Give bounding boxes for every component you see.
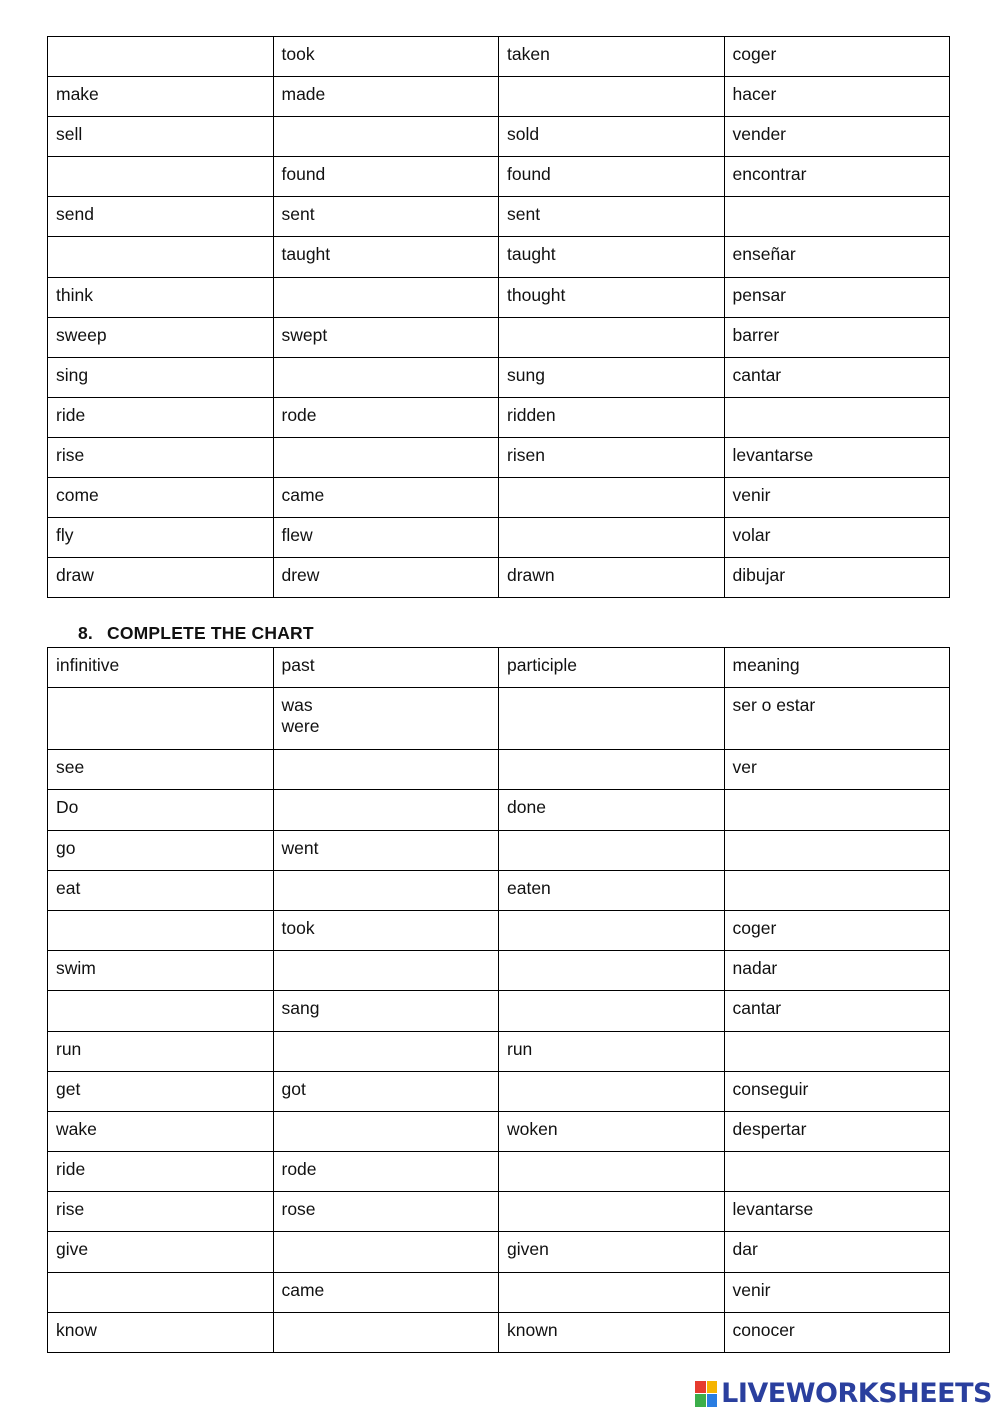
table-cell[interactable] [273,437,499,477]
table-cell[interactable] [273,870,499,910]
table-cell: ridden [499,397,725,437]
table-row [48,317,950,357]
table-cell[interactable] [48,991,274,1031]
table-cell: dibujar [724,558,950,598]
verb-table-top [47,36,950,598]
table-row [48,750,950,790]
logo-badge-square-4 [707,1394,718,1407]
table-row [48,991,950,1031]
table-cell[interactable] [499,830,725,870]
table-cell[interactable] [273,117,499,157]
table-row [48,1232,950,1272]
table-cell: give [48,1232,274,1272]
table-cell: made [273,77,499,117]
table-cell: ver [724,750,950,790]
table-cell: get [48,1071,274,1111]
table-row [48,277,950,317]
table-cell: sung [499,357,725,397]
table-cell: sing [48,357,274,397]
table-row [48,357,950,397]
table-row [48,197,950,237]
table-cell: dar [724,1232,950,1272]
table-cell: think [48,277,274,317]
table-cell[interactable] [273,750,499,790]
table-cell[interactable] [499,1152,725,1192]
table-cell: drew [273,558,499,598]
column-header: participle [499,648,725,688]
table-cell: draw [48,558,274,598]
table-cell: woken [499,1111,725,1151]
table-cell: flew [273,518,499,558]
table-cell[interactable] [499,951,725,991]
table-cell[interactable] [48,910,274,950]
table-cell[interactable] [273,1111,499,1151]
table-cell: fly [48,518,274,558]
table-cell: rode [273,1152,499,1192]
table-cell: barrer [724,317,950,357]
table-cell: taught [499,237,725,277]
table-row [48,157,950,197]
table-row [48,397,950,437]
table-cell: go [48,830,274,870]
table-cell[interactable] [273,1232,499,1272]
table-cell[interactable] [273,357,499,397]
table-cell: conseguir [724,1071,950,1111]
table-row [48,518,950,558]
table-cell[interactable] [499,750,725,790]
column-header: past [273,648,499,688]
table-cell: pensar [724,277,950,317]
table-cell: rose [273,1192,499,1232]
table-cell: eaten [499,870,725,910]
table-cell[interactable] [499,991,725,1031]
table-cell[interactable] [724,790,950,830]
table-cell: taught [273,237,499,277]
table-cell[interactable] [273,790,499,830]
logo-wordmark: LIVEWORKSHEETS [721,1378,992,1409]
table-cell: run [499,1031,725,1071]
complete-the-chart-table [47,647,950,1353]
header-row [48,648,950,688]
table-cell[interactable] [48,157,274,197]
table-cell[interactable] [499,1272,725,1312]
table-cell: drawn [499,558,725,598]
table-cell: nadar [724,951,950,991]
table-cell[interactable] [499,1192,725,1232]
table-row [48,558,950,598]
table-cell[interactable] [724,397,950,437]
table-cell: venir [724,1272,950,1312]
section-title: COMPLETE THE CHART [107,623,314,643]
table-row [48,77,950,117]
table-cell: swim [48,951,274,991]
table-row [48,1152,950,1192]
table-cell[interactable] [724,197,950,237]
table-cell: found [499,157,725,197]
table-cell: found [273,157,499,197]
table-cell[interactable] [724,1152,950,1192]
table-row [48,1192,950,1232]
section-number: 8. [78,623,93,643]
table-cell: encontrar [724,157,950,197]
column-header: meaning [724,648,950,688]
table-row [48,237,950,277]
logo-badge-icon [695,1381,717,1407]
table-cell[interactable] [724,870,950,910]
table-cell: send [48,197,274,237]
table-cell: levantarse [724,437,950,477]
table-cell: conocer [724,1312,950,1352]
table-cell: make [48,77,274,117]
table-cell: enseñar [724,237,950,277]
table-cell: swept [273,317,499,357]
logo-badge-square-1 [695,1381,706,1394]
table-row [48,688,950,750]
table-cell[interactable] [499,1071,725,1111]
table-row [48,951,950,991]
table-cell: sweep [48,317,274,357]
table-cell: run [48,1031,274,1071]
table-cell[interactable] [499,518,725,558]
table-row [48,117,950,157]
table-row [48,1272,950,1312]
table-row [48,1031,950,1071]
table-cell: sent [499,197,725,237]
table-cell: cantar [724,357,950,397]
table-row [48,1312,950,1352]
table-row [48,1071,950,1111]
table-cell[interactable] [499,910,725,950]
table-cell: venir [724,478,950,518]
table-cell: Do [48,790,274,830]
table-cell: done [499,790,725,830]
table-cell: took [273,910,499,950]
table-row [48,830,950,870]
table-row [48,478,950,518]
table-cell: volar [724,518,950,558]
table-row [48,437,950,477]
table-cell[interactable] [724,1031,950,1071]
table-row [48,1111,950,1151]
table-cell: cantar [724,991,950,1031]
table-cell[interactable] [273,951,499,991]
section-8-heading [78,623,314,644]
table-cell[interactable] [48,1272,274,1312]
table-cell: was were [273,688,499,750]
table-cell: taken [499,37,725,77]
table-cell: rode [273,397,499,437]
table-cell[interactable] [499,478,725,518]
table-cell[interactable] [273,1031,499,1071]
table-cell: come [48,478,274,518]
table-cell: rise [48,437,274,477]
table-cell[interactable] [499,317,725,357]
table-cell: see [48,750,274,790]
table-cell[interactable] [48,688,274,750]
table-cell[interactable] [48,37,274,77]
table-cell: came [273,1272,499,1312]
table-cell: coger [724,910,950,950]
table-cell: levantarse [724,1192,950,1232]
table-cell: got [273,1071,499,1111]
table-cell: ser o estar [724,688,950,750]
table-cell: coger [724,37,950,77]
table-cell: hacer [724,77,950,117]
table-cell[interactable] [48,237,274,277]
table-row [48,870,950,910]
liveworksheets-logo [695,1378,992,1409]
logo-badge-square-2 [707,1381,718,1394]
table-cell: sang [273,991,499,1031]
table-cell: sold [499,117,725,157]
table-cell: took [273,37,499,77]
table-cell[interactable] [499,688,725,750]
table-cell: sent [273,197,499,237]
table-cell: rise [48,1192,274,1232]
logo-badge-square-3 [695,1394,706,1407]
column-header: infinitive [48,648,274,688]
table-cell: ride [48,1152,274,1192]
table-cell: eat [48,870,274,910]
table-cell: went [273,830,499,870]
table-cell: sell [48,117,274,157]
table-cell: risen [499,437,725,477]
table-cell: ride [48,397,274,437]
table-cell: thought [499,277,725,317]
table-cell[interactable] [273,277,499,317]
table-row [48,790,950,830]
table-cell: wake [48,1111,274,1151]
table-cell: know [48,1312,274,1352]
table-row [48,910,950,950]
table-cell: given [499,1232,725,1272]
table-cell[interactable] [273,1312,499,1352]
table-cell: known [499,1312,725,1352]
table-cell[interactable] [499,77,725,117]
table-row [48,37,950,77]
table-cell[interactable] [724,830,950,870]
table-cell: came [273,478,499,518]
table-cell: despertar [724,1111,950,1151]
table-cell: vender [724,117,950,157]
